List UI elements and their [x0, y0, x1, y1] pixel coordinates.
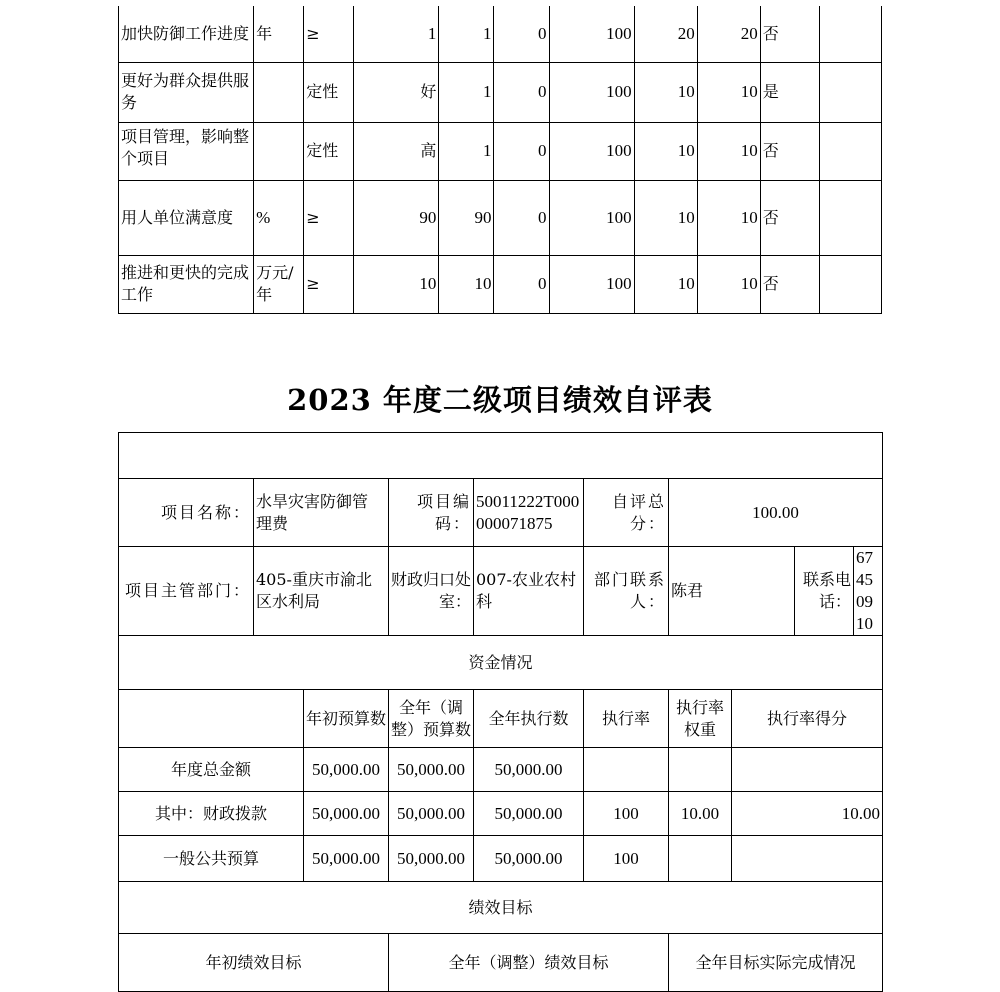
funds-adjusted: 50,000.00 [389, 792, 474, 836]
indicator-weight: 10 [634, 255, 697, 313]
indicator-col5: 0 [494, 180, 549, 255]
funds-rate-weight [669, 836, 732, 882]
table-row [119, 547, 883, 636]
indicator-unit [254, 62, 304, 122]
indicator-col5: 0 [494, 255, 549, 313]
indicator-weight: 10 [634, 122, 697, 180]
indicator-col6: 100 [549, 62, 634, 122]
table-row [119, 748, 883, 792]
indicator-score: 10 [697, 255, 760, 313]
funds-header-rate-score: 执行率得分 [732, 690, 883, 748]
funds-row-label: 一般公共预算 [119, 836, 304, 882]
funds-initial: 50,000.00 [304, 748, 389, 792]
indicator-name: 项目管理，影响整个项目 [119, 122, 254, 180]
indicator-flag: 否 [760, 122, 819, 180]
indicator-target: 10 [354, 255, 439, 313]
indicator-weight: 10 [634, 62, 697, 122]
contact-value: 陈君 [669, 547, 795, 636]
self-score-value: 100.00 [669, 479, 883, 547]
indicator-name: 推进和更快的完成工作 [119, 255, 254, 313]
funds-header-blank [119, 690, 304, 748]
funds-rate-score [732, 748, 883, 792]
indicator-name: 用人单位满意度 [119, 180, 254, 255]
indicator-actual: 90 [439, 180, 494, 255]
indicator-col5: 0 [494, 62, 549, 122]
funds-rate-weight: 10.00 [669, 792, 732, 836]
project-name-label: 项目名称： [119, 479, 254, 547]
indicator-table [118, 6, 882, 314]
table-row [119, 62, 882, 122]
indicator-flag: 是 [760, 62, 819, 122]
indicator-score: 10 [697, 122, 760, 180]
funds-header-adjusted: 全年（调整）预算数 [389, 690, 474, 748]
indicator-remark [819, 62, 881, 122]
funds-initial: 50,000.00 [304, 792, 389, 836]
indicator-weight: 20 [634, 6, 697, 62]
funds-rate: 100 [584, 792, 669, 836]
funds-rate [584, 748, 669, 792]
project-code-value: 50011222T000000071875 [474, 479, 584, 547]
funds-header-rate: 执行率 [584, 690, 669, 748]
self-score-label: 自评总分： [584, 479, 669, 547]
project-code-label: 项目编码： [389, 479, 474, 547]
funds-rate-weight [669, 748, 732, 792]
table-row [119, 882, 883, 934]
indicator-remark [819, 180, 881, 255]
indicator-name: 更好为群众提供服务 [119, 62, 254, 122]
blank-header-cell [119, 433, 883, 479]
indicator-unit: 万元/年 [254, 255, 304, 313]
table-row [119, 792, 883, 836]
indicator-col6: 100 [549, 180, 634, 255]
indicator-operator: 定性 [304, 122, 354, 180]
indicator-operator: ≥ [304, 6, 354, 62]
indicator-remark [819, 122, 881, 180]
indicator-flag: 否 [760, 180, 819, 255]
dept-label: 项目主管部门： [119, 547, 254, 636]
table-row [119, 433, 883, 479]
table-row [119, 934, 883, 992]
indicator-weight: 10 [634, 180, 697, 255]
contact-label: 部门联系人： [584, 547, 669, 636]
indicator-remark [819, 6, 881, 62]
finance-office-value: 007-农业农村科 [474, 547, 584, 636]
indicator-actual: 1 [439, 6, 494, 62]
indicator-unit: % [254, 180, 304, 255]
funds-header-initial: 年初预算数 [304, 690, 389, 748]
indicator-target: 高 [354, 122, 439, 180]
indicator-col5: 0 [494, 6, 549, 62]
indicator-actual: 1 [439, 122, 494, 180]
indicator-target: 1 [354, 6, 439, 62]
table-row [119, 122, 882, 180]
indicator-col6: 100 [549, 255, 634, 313]
indicator-target: 好 [354, 62, 439, 122]
table-row [119, 255, 882, 313]
funds-row-label: 年度总金额 [119, 748, 304, 792]
table-row [119, 180, 882, 255]
indicator-col5: 0 [494, 122, 549, 180]
table-row [119, 636, 883, 690]
funds-initial: 50,000.00 [304, 836, 389, 882]
funds-executed: 50,000.00 [474, 792, 584, 836]
funds-executed: 50,000.00 [474, 836, 584, 882]
funds-rate-score: 10.00 [732, 792, 883, 836]
dept-value: 405-重庆市渝北区水利局 [254, 547, 389, 636]
indicator-unit [254, 122, 304, 180]
indicator-score: 10 [697, 180, 760, 255]
funds-header-executed: 全年执行数 [474, 690, 584, 748]
indicator-remark [819, 255, 881, 313]
indicator-operator: 定性 [304, 62, 354, 122]
indicator-col6: 100 [549, 122, 634, 180]
funds-rate-score [732, 836, 883, 882]
finance-office-label: 财政归口处室： [389, 547, 474, 636]
funds-section-title: 资金情况 [119, 636, 883, 690]
table-row [119, 690, 883, 748]
page-title: 2023 年度二级项目绩效自评表 [287, 383, 713, 417]
project-name-value: 水旱灾害防御管理费 [254, 479, 389, 547]
indicator-score: 10 [697, 62, 760, 122]
indicator-operator: ≥ [304, 255, 354, 313]
indicator-name: 加快防御工作进度 [119, 6, 254, 62]
table-row [119, 6, 882, 62]
indicator-flag: 否 [760, 6, 819, 62]
indicator-col6: 100 [549, 6, 634, 62]
indicator-unit: 年 [254, 6, 304, 62]
funds-adjusted: 50,000.00 [389, 748, 474, 792]
indicator-actual: 10 [439, 255, 494, 313]
table-row [119, 836, 883, 882]
evaluation-table [118, 432, 883, 992]
indicator-target: 90 [354, 180, 439, 255]
table-row [119, 479, 883, 547]
performance-header-actual: 全年目标实际完成情况 [669, 934, 883, 992]
indicator-operator: ≥ [304, 180, 354, 255]
funds-row-label: 其中：财政拨款 [119, 792, 304, 836]
performance-header-adjusted: 全年（调整）绩效目标 [389, 934, 669, 992]
indicator-flag: 否 [760, 255, 819, 313]
phone-label: 联系电话： [795, 547, 854, 636]
funds-executed: 50,000.00 [474, 748, 584, 792]
phone-value: 67450910 [854, 547, 883, 636]
funds-rate: 100 [584, 836, 669, 882]
performance-section-title: 绩效目标 [119, 882, 883, 934]
performance-header-initial: 年初绩效目标 [119, 934, 389, 992]
indicator-actual: 1 [439, 62, 494, 122]
funds-header-rate-weight: 执行率权重 [669, 690, 732, 748]
funds-adjusted: 50,000.00 [389, 836, 474, 882]
indicator-score: 20 [697, 6, 760, 62]
